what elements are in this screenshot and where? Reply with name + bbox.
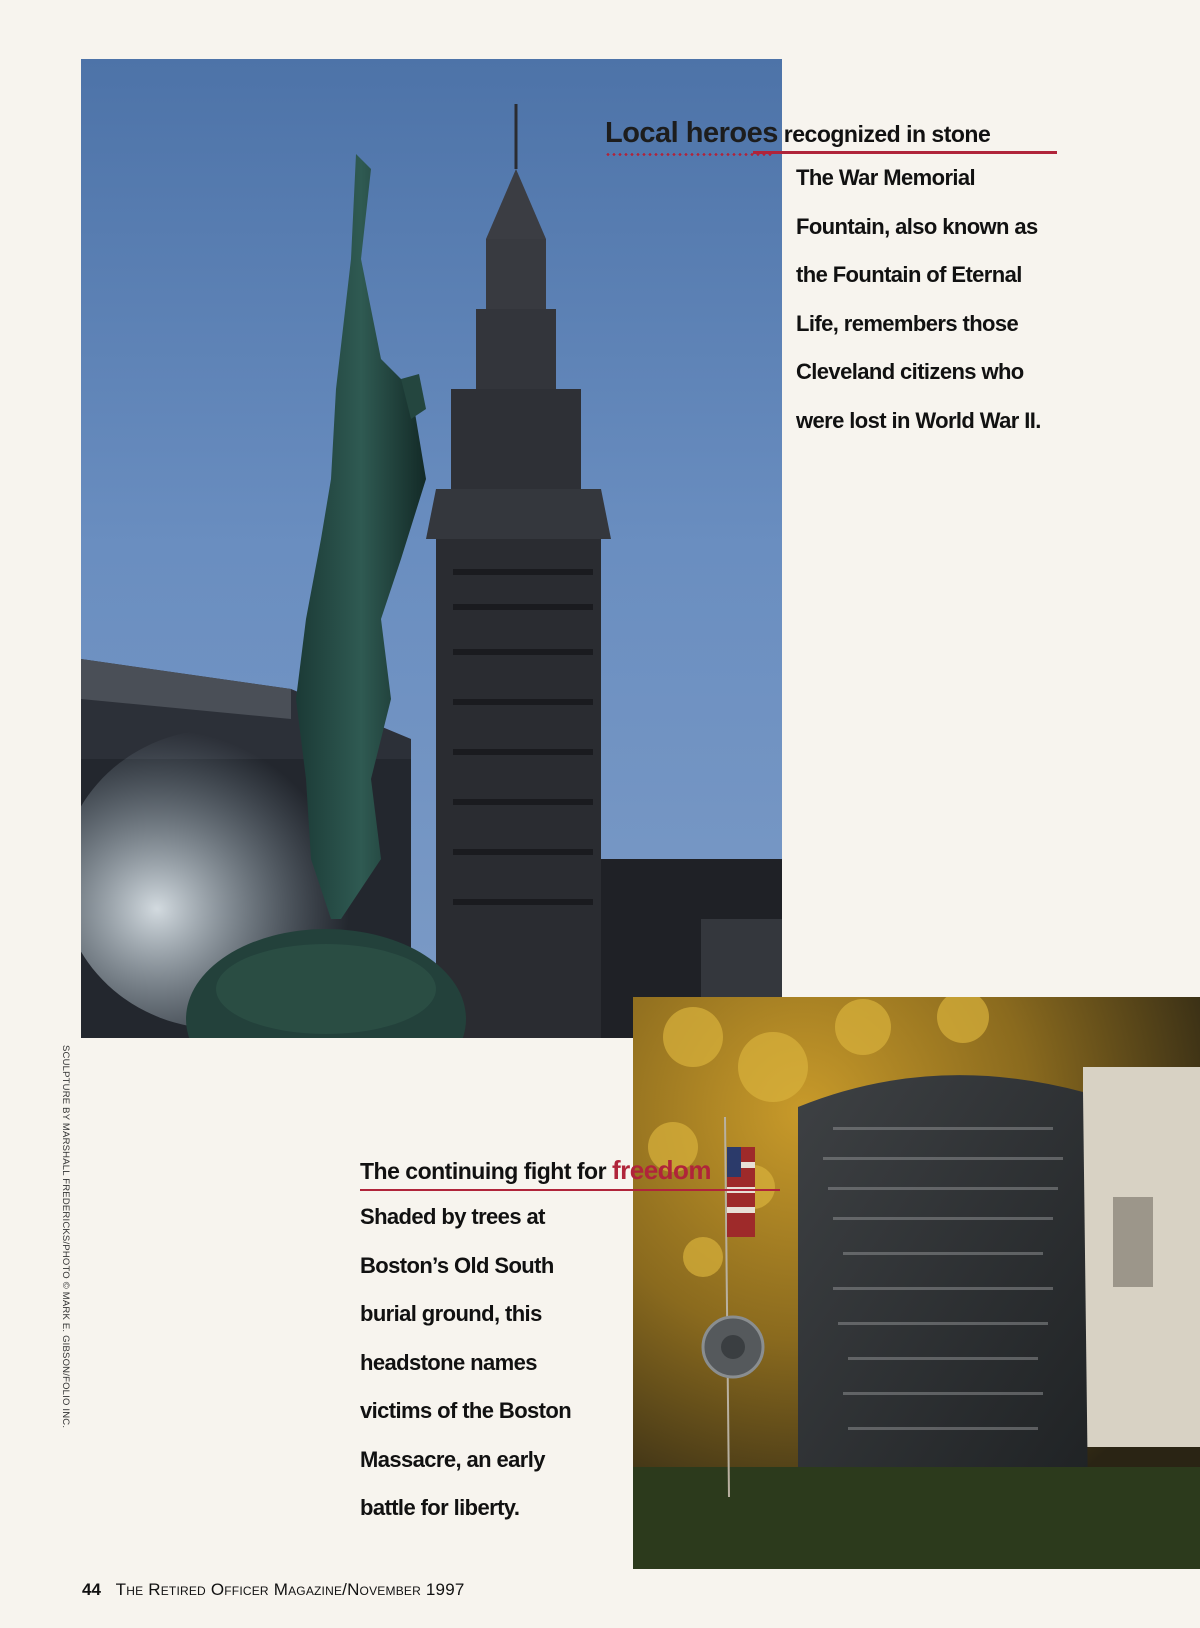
caption2-line: Shaded by trees at <box>360 1204 545 1229</box>
caption1-headline-lead: Local heroes <box>605 117 778 149</box>
caption1-line: The War Memorial <box>796 165 976 190</box>
caption2-line: Boston’s Old South <box>360 1252 554 1278</box>
caption2-line: burial ground, this <box>360 1301 542 1326</box>
caption1-line: Cleveland citizens who <box>796 359 1024 384</box>
publication-line: The Retired Officer Magazine/November 1997 <box>115 1580 465 1599</box>
caption-continuing-fight <box>360 1155 780 1533</box>
caption2-headline-lead: The continuing fight for <box>360 1158 607 1184</box>
caption2-line: victims of the Boston <box>360 1398 572 1423</box>
caption1-body <box>796 154 1057 445</box>
photo-credit-text: SCULPTURE BY MARSHALL FREDERICKS/PHOTO © MARK E. GIBSON/FOLIO INC. <box>60 1045 71 1429</box>
caption1-dotted-rule <box>605 153 773 156</box>
caption-local-heroes <box>605 118 1057 445</box>
caption1-headline-rest: recognized in stone <box>783 121 991 147</box>
caption2-line: headstone names <box>360 1349 537 1375</box>
caption2-headline-rest: freedom <box>611 1155 712 1185</box>
caption1-line: Fountain, also known as <box>796 213 1038 239</box>
caption1-headline <box>605 118 1057 149</box>
page-footer <box>82 1580 465 1600</box>
caption2-red-rule <box>360 1189 780 1191</box>
caption1-line: Life, remembers those <box>796 310 1019 336</box>
caption2-body <box>360 1193 780 1533</box>
page-number: 44 <box>82 1580 101 1599</box>
caption1-line: the Fountain of Eternal <box>796 262 1022 287</box>
caption1-line: were lost in World War II. <box>796 407 1041 433</box>
caption2-headline <box>360 1155 780 1186</box>
caption2-line: Massacre, an early <box>360 1446 545 1472</box>
caption2-line: battle for liberty. <box>360 1495 520 1520</box>
